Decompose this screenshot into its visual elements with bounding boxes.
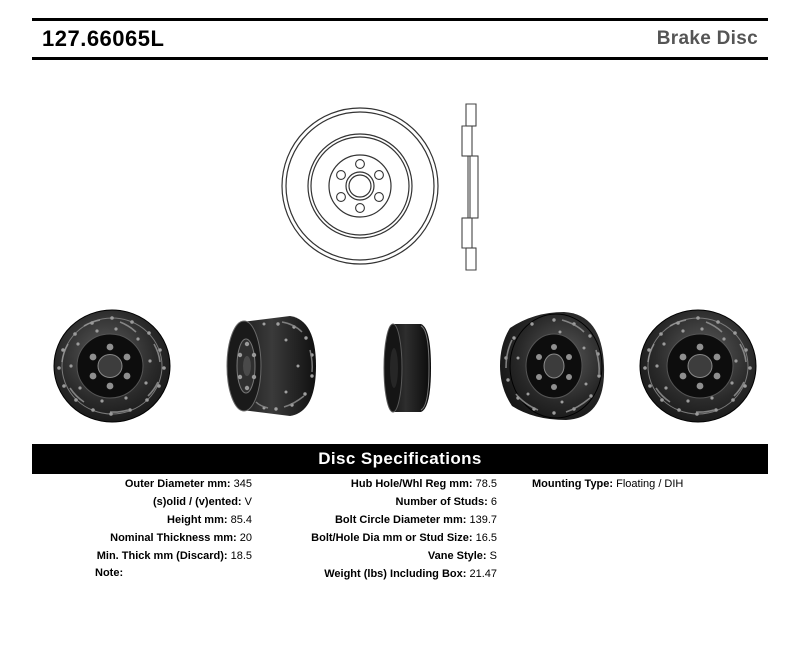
spec-row [32,514,252,527]
spec-label: (s)olid / (v)ented: [152,496,242,508]
brake-disc-drilled-slotted-angled-right [490,308,615,426]
spec-value: 85.4 [230,514,252,526]
spec-label: Min. Thick mm (Discard): [96,550,228,562]
brake-disc-drilled-slotted-front-right [632,306,762,426]
brake-disc-drilled-slotted-angled-left [220,310,330,422]
spec-label: Height mm: [167,514,228,526]
spec-value: 78.5 [475,478,497,490]
brake-disc-edge-profile [375,320,445,416]
spec-value: 18.5 [230,550,252,562]
spec-label: Outer Diameter mm: [124,478,231,490]
product-figure-row [20,300,780,435]
document-header [32,18,768,60]
spec-value: 21.47 [469,568,497,580]
spec-column-mounting [532,478,768,496]
brake-disc-face-line-drawing [270,96,450,276]
spec-label: Mounting Type: [532,478,614,490]
spec-value: Floating / DIH [616,478,684,490]
spec-row [32,496,252,509]
spec-value: V [244,496,252,508]
spec-panel-title: Disc Specifications [318,449,482,468]
top-drawing-group [270,96,530,281]
spec-row [262,514,497,527]
note-section [95,567,127,579]
brake-disc-cross-section-line-drawing [452,98,492,276]
note-label: Note: [95,567,124,579]
spec-row [532,478,768,491]
brake-disc-drilled-slotted-front-left [50,306,180,426]
spec-row [262,496,497,509]
spec-label: Number of Studs: [395,496,488,508]
spec-column-hub [262,478,497,586]
spec-label: Weight (lbs) Including Box: [324,568,467,580]
spec-row [32,550,252,563]
spec-label: Vane Style: [427,550,487,562]
spec-value: 16.5 [475,532,497,544]
spec-value: 139.7 [469,514,497,526]
spec-row [262,532,497,545]
spec-label: Nominal Thickness mm: [110,532,237,544]
spec-label: Hub Hole/Whl Reg mm: [350,478,473,490]
spec-row [32,532,252,545]
spec-label: Bolt Circle Diameter mm: [334,514,467,526]
spec-value: 20 [239,532,252,544]
spec-row [262,478,497,491]
spec-value: 345 [233,478,252,490]
spec-label: Bolt/Hole Dia mm or Stud Size: [311,532,473,544]
spec-column-dimensions [32,478,252,568]
part-number: 127.66065L [42,26,165,51]
spec-row [262,568,497,581]
disc-specifications-banner [32,444,768,474]
page-title: Brake Disc [656,28,758,49]
spec-row [32,478,252,491]
spec-value: 6 [490,496,497,508]
spec-row [262,550,497,563]
spec-value: S [489,550,497,562]
